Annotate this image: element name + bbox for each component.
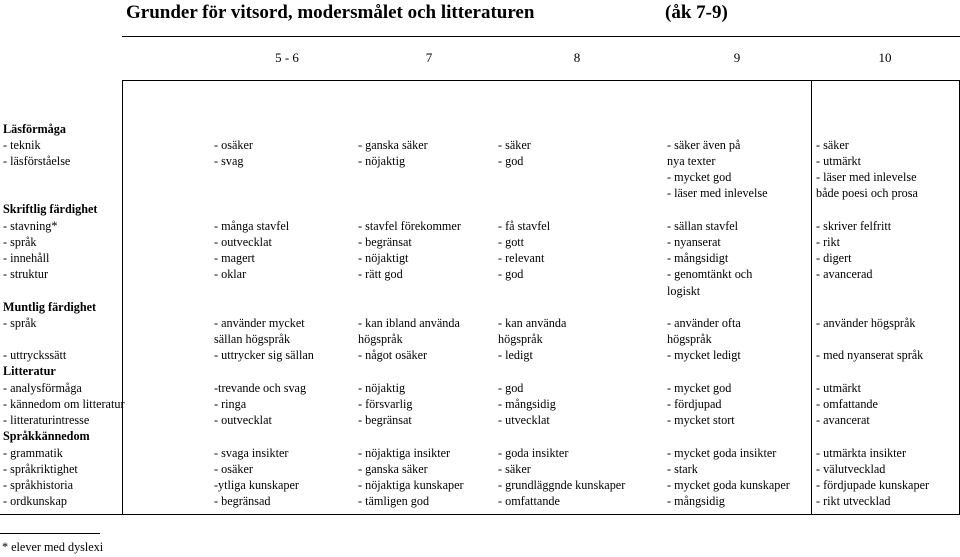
grade-2-cell: högspråk: [358, 332, 403, 346]
table-row: [0, 477, 960, 493]
grade-4-cell: - mycket god: [667, 381, 732, 395]
grade-2-cell: - försvarlig: [358, 397, 413, 411]
grade-3-cell: - få stavfel: [498, 219, 551, 233]
grade-5-cell: - välutvecklad: [816, 462, 886, 476]
table-row: [0, 266, 960, 282]
grade-1-cell: - outvecklat: [214, 413, 272, 427]
grade-5-cell: - säker: [816, 138, 849, 152]
table-row: [0, 185, 960, 201]
table-row: [0, 461, 960, 477]
grade-5-cell: - digert: [816, 251, 852, 265]
grade-1-cell: - magert: [214, 251, 255, 265]
grade-header-10: 10: [878, 50, 892, 65]
page-title: [0, 2, 960, 26]
criterion-label: - analysförmåga: [3, 381, 82, 395]
grade-2-cell: - begränsat: [358, 413, 412, 427]
section-header-row: [0, 428, 960, 444]
title-grade-range: (åk 7-9): [665, 2, 728, 23]
table-row: [0, 137, 960, 153]
grade-2-cell: - ganska säker: [358, 462, 428, 476]
grade-4-cell: - stark: [667, 462, 698, 476]
criterion-label: - struktur: [3, 267, 49, 281]
criterion-label: - språk: [3, 316, 37, 330]
grade-3-cell: - kan använda: [498, 316, 567, 330]
grade-5-cell: - läser med inlevelse: [816, 170, 917, 184]
grade-3-cell: - säker: [498, 462, 531, 476]
grade-3-cell: - utvecklat: [498, 413, 550, 427]
table-row: [0, 315, 960, 331]
section-header-row: [0, 299, 960, 315]
grade-3-cell: - god: [498, 154, 524, 168]
grade-4-cell: - mångsidig: [667, 494, 725, 508]
section-title: Läsförmåga: [3, 122, 66, 136]
grade-5-cell: - avancerat: [816, 413, 870, 427]
section-title: Språkkännedom: [3, 429, 90, 443]
grade-4-cell: - mycket ledigt: [667, 348, 741, 362]
grade-2-cell: - nöjaktigt: [358, 251, 409, 265]
table-row: [0, 234, 960, 250]
grade-header-7: 7: [425, 50, 433, 65]
table-row: [0, 445, 960, 461]
table-row: [0, 283, 960, 299]
grade-3-cell: - säker: [498, 138, 531, 152]
section-title: Litteratur: [3, 364, 56, 378]
grade-5-cell: - använder högspråk: [816, 316, 916, 330]
grade-1-cell: - osäker: [214, 462, 253, 476]
grade-2-cell: - stavfel förekommer: [358, 219, 461, 233]
table-row: [0, 412, 960, 428]
grade-1-cell: - använder mycket: [214, 316, 305, 330]
grade-5-cell: - rikt: [816, 235, 841, 249]
grade-1-cell: - osäker: [214, 138, 253, 152]
grade-2-cell: - rätt god: [358, 267, 403, 281]
grade-4-cell: logiskt: [667, 284, 701, 298]
grade-2-cell: - nöjaktig: [358, 154, 406, 168]
grade-4-cell: - läser med inlevelse: [667, 186, 768, 200]
grade-4-cell: - använder ofta: [667, 316, 741, 330]
grade-2-cell: - nöjaktiga insikter: [358, 446, 451, 460]
criterion-label: - språk: [3, 235, 37, 249]
grade-4-cell: högspråk: [667, 332, 712, 346]
grade-header-5-6: 5 - 6: [275, 50, 299, 65]
criterion-label: - språkriktighet: [3, 462, 78, 476]
criterion-label: - kännedom om litteratur: [3, 397, 125, 411]
title-main: Grunder för vitsord, modersmålet och litteraturen: [126, 2, 535, 23]
grade-5-cell: - rikt utvecklad: [816, 494, 891, 508]
criterion-label: - uttryckssätt: [3, 348, 67, 362]
section-title: Skriftlig färdighet: [3, 202, 98, 216]
grade-3-cell: - gott: [498, 235, 525, 249]
grade-2-cell: - tämligen god: [358, 494, 430, 508]
criterion-label: - språkhistoria: [3, 478, 74, 492]
grade-2-cell: - kan ibland använda: [358, 316, 460, 330]
grade-5-cell: - skriver felfritt: [816, 219, 892, 233]
grade-2-cell: - nöjaktiga kunskaper: [358, 478, 464, 492]
grade-5-cell: - utmärkta insikter: [816, 446, 907, 460]
grade-4-cell: nya texter: [667, 154, 716, 168]
table-row: [0, 153, 960, 169]
grade-3-cell: - god: [498, 267, 524, 281]
criterion-label: - grammatik: [3, 446, 63, 460]
top-rule: [122, 36, 960, 37]
criterion-label: - innehåll: [3, 251, 50, 265]
header-rule: [122, 80, 960, 81]
grade-4-cell: - mycket stort: [667, 413, 735, 427]
grade-4-cell: - mångsidigt: [667, 251, 729, 265]
grade-3-cell: högspråk: [498, 332, 543, 346]
grade-1-cell: - ringa: [214, 397, 247, 411]
grade-2-cell: - något osäker: [358, 348, 428, 362]
grade-3-cell: - ledigt: [498, 348, 533, 362]
grade-1-cell: sällan högspråk: [214, 332, 291, 346]
grade-2-cell: - begränsat: [358, 235, 412, 249]
footnote-rule: [0, 533, 100, 534]
criterion-label: - läsförståelse: [3, 154, 71, 168]
grade-4-cell: - mycket god: [667, 170, 732, 184]
criterion-label: - stavning*: [3, 219, 58, 233]
section-header-row: [0, 121, 960, 137]
grade-4-cell: - sällan stavfel: [667, 219, 739, 233]
grade-3-cell: - grundläggnde kunskaper: [498, 478, 626, 492]
table-row: [0, 218, 960, 234]
grade-5-cell: både poesi och prosa: [816, 186, 918, 200]
criterion-label: - ordkunskap: [3, 494, 67, 508]
grade-3-cell: - goda insikter: [498, 446, 569, 460]
grade-header-8: 8: [573, 50, 581, 65]
grade-1-cell: - begränsad: [214, 494, 271, 508]
grade-3-cell: - mångsidig: [498, 397, 556, 411]
grade-4-cell: - säker även på: [667, 138, 741, 152]
grade-4-cell: - mycket goda kunskaper: [667, 478, 790, 492]
grade-3-cell: - god: [498, 381, 524, 395]
table-row: [0, 380, 960, 396]
grade-4-cell: - mycket goda insikter: [667, 446, 777, 460]
section-title: Muntlig färdighet: [3, 300, 97, 314]
grade-5-cell: - utmärkt: [816, 381, 862, 395]
grade-header-9: 9: [733, 50, 741, 65]
table-row: [0, 331, 960, 347]
criterion-label: - litteraturintresse: [3, 413, 90, 427]
grade-3-cell: - relevant: [498, 251, 545, 265]
grade-1-cell: - uttrycker sig sällan: [214, 348, 314, 362]
table-row: [0, 493, 960, 509]
grade-1-cell: -ytliga kunskaper: [214, 478, 299, 492]
grade-5-cell: - med nyanserat språk: [816, 348, 924, 362]
grade-5-cell: - utmärkt: [816, 154, 862, 168]
grade-1-cell: - svag: [214, 154, 244, 168]
grade-4-cell: - genomtänkt och: [667, 267, 753, 281]
grade-4-cell: - fördjupad: [667, 397, 722, 411]
grade-2-cell: - ganska säker: [358, 138, 428, 152]
grade-5-cell: - avancerad: [816, 267, 873, 281]
grade-1-cell: - oklar: [214, 267, 247, 281]
grade-1-cell: - svaga insikter: [214, 446, 289, 460]
bottom-rule: [0, 514, 960, 515]
grade-5-cell: - fördjupade kunskaper: [816, 478, 930, 492]
table-row: [0, 347, 960, 363]
section-header-row: [0, 201, 960, 217]
table-row: [0, 250, 960, 266]
grade-1-cell: -trevande och svag: [214, 381, 307, 395]
grade-1-cell: - outvecklat: [214, 235, 272, 249]
grade-3-cell: - omfattande: [498, 494, 560, 508]
grade-4-cell: - nyanserat: [667, 235, 721, 249]
grade-header: [0, 50, 960, 68]
grade-5-cell: - omfattande: [816, 397, 878, 411]
criterion-label: - teknik: [3, 138, 41, 152]
grade-2-cell: - nöjaktig: [358, 381, 406, 395]
grade-1-cell: - många stavfel: [214, 219, 290, 233]
table-row: [0, 396, 960, 412]
section-header-row: [0, 363, 960, 379]
table-row: [0, 169, 960, 185]
footnote: * elever med dyslexi: [2, 540, 104, 554]
